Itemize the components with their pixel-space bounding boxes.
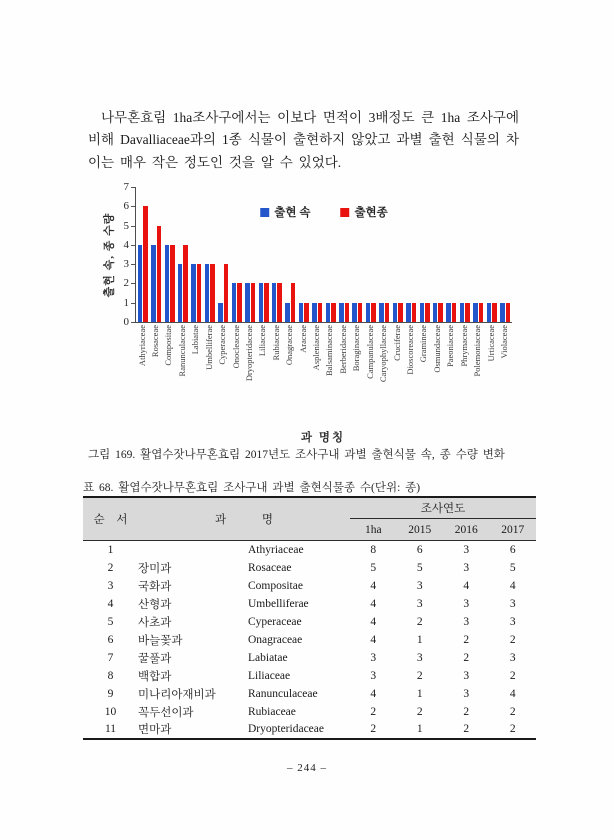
bar-group bbox=[217, 187, 230, 322]
cell-order: 3 bbox=[107, 579, 114, 592]
cell-count: 3 bbox=[416, 597, 423, 610]
cell-family-latin: Labiatae bbox=[248, 651, 288, 664]
legend-label: 출현 속 bbox=[274, 207, 311, 219]
x-tick-label-text: Berberidaceae bbox=[337, 325, 348, 374]
bar-group bbox=[230, 187, 243, 322]
cell-family-korean: 사초과 bbox=[138, 616, 172, 629]
bar-group bbox=[404, 187, 417, 322]
bar-group bbox=[297, 187, 310, 322]
bar-group bbox=[472, 187, 485, 322]
cell-family-korean: 산형과 bbox=[138, 598, 172, 611]
col-header-year-group: 조사연도 bbox=[350, 497, 536, 519]
table-row bbox=[83, 541, 536, 559]
species-count-table bbox=[83, 496, 536, 740]
table-row bbox=[83, 721, 536, 739]
x-tick-label bbox=[148, 325, 161, 425]
figure-caption: 그림 169. 활엽수잣나무혼효림 2017년도 조사구내 과별 출현식물 속, 종 수량 변화 bbox=[88, 449, 505, 461]
x-tick-label bbox=[363, 325, 376, 425]
x-tick-label bbox=[162, 325, 175, 425]
bar-group bbox=[136, 187, 149, 322]
x-tick-label bbox=[216, 325, 229, 425]
table-row bbox=[83, 577, 536, 595]
x-tick-label-text: Onagraceae bbox=[284, 325, 295, 366]
cell-family-latin: Athyriaceae bbox=[248, 543, 304, 556]
bar bbox=[446, 303, 451, 322]
cell-count: 2 bbox=[509, 705, 516, 718]
table-row bbox=[83, 631, 536, 649]
bar bbox=[197, 264, 202, 322]
bar bbox=[264, 283, 269, 322]
x-tick-label-text: Compositae bbox=[163, 325, 174, 366]
table-row bbox=[83, 613, 536, 631]
cell-order: 10 bbox=[104, 705, 117, 718]
cell-count: 4 bbox=[370, 597, 377, 610]
bar bbox=[183, 245, 188, 322]
bar bbox=[393, 303, 398, 322]
bar bbox=[165, 245, 170, 322]
y-tick-label: 6 bbox=[123, 200, 129, 213]
bar bbox=[205, 264, 210, 322]
x-tick-label-text: Athyriaceae bbox=[136, 325, 147, 367]
bar bbox=[304, 303, 309, 322]
bar bbox=[285, 303, 290, 322]
cell-family-korean: 꼭두선이과 bbox=[138, 706, 194, 719]
cell-family-korean: 면마과 bbox=[138, 724, 172, 736]
y-tick-label: 2 bbox=[123, 277, 129, 290]
x-tick-label-text: Umbelliferae bbox=[203, 325, 214, 370]
x-tick-label bbox=[296, 325, 309, 425]
x-tick-label-text: Gramineae bbox=[418, 325, 429, 363]
bar bbox=[138, 245, 143, 322]
bar-group bbox=[203, 187, 216, 322]
bar bbox=[345, 303, 350, 322]
x-tick-label-text: Phrymaceae bbox=[458, 325, 469, 367]
y-tick-label: 5 bbox=[123, 219, 129, 232]
bar bbox=[170, 245, 175, 322]
x-tick-label-text: Aspleniaceae bbox=[311, 325, 322, 371]
bar bbox=[272, 283, 277, 322]
cell-family-korean: 장미과 bbox=[138, 562, 172, 575]
bar bbox=[339, 303, 344, 322]
x-tick-label-text: Violaceae bbox=[498, 325, 509, 359]
cell-order: 2 bbox=[107, 561, 114, 574]
x-tick-label bbox=[175, 325, 188, 425]
bar bbox=[479, 303, 484, 322]
table-row bbox=[83, 649, 536, 667]
chart-plot bbox=[135, 187, 512, 323]
bar-group bbox=[257, 187, 270, 322]
bar-group bbox=[190, 187, 203, 322]
cell-count: 1 bbox=[416, 687, 423, 700]
bar bbox=[406, 303, 411, 322]
x-tick-label bbox=[471, 325, 484, 425]
cell-count: 4 bbox=[370, 579, 377, 592]
x-tick-label-text: Caryophyllaceae bbox=[378, 325, 389, 383]
bar bbox=[371, 303, 376, 322]
y-tick-label: 7 bbox=[123, 181, 129, 193]
bar bbox=[312, 303, 317, 322]
bar-group bbox=[378, 187, 391, 322]
cell-count: 3 bbox=[370, 651, 377, 664]
bar bbox=[500, 303, 505, 322]
x-tick-label bbox=[497, 325, 510, 425]
table-row bbox=[83, 559, 536, 577]
chart-x-axis-title: 과 명칭 bbox=[300, 432, 346, 444]
cell-count: 2 bbox=[463, 633, 470, 646]
x-tick-label-text: Ranunculaceae bbox=[176, 325, 187, 377]
cell-count: 6 bbox=[416, 543, 423, 556]
chart-x-tick-labels bbox=[135, 325, 511, 425]
bar-group bbox=[284, 187, 297, 322]
y-tick-label: 3 bbox=[123, 258, 129, 271]
x-tick-label-text: Onocleaceae bbox=[230, 325, 241, 369]
x-tick-label bbox=[135, 325, 148, 425]
cell-count: 2 bbox=[463, 705, 470, 718]
bar bbox=[277, 283, 282, 322]
cell-count: 6 bbox=[509, 543, 516, 556]
x-tick-label-text: Campanulaceae bbox=[364, 325, 375, 379]
col-header-family: 과 명 bbox=[214, 514, 274, 526]
cell-family-latin: Dryopteridaceae bbox=[248, 723, 324, 735]
cell-family-korean bbox=[138, 541, 248, 559]
bar-group bbox=[324, 187, 337, 322]
legend-label: 출현종 bbox=[354, 207, 388, 219]
bar-group bbox=[418, 187, 431, 322]
cell-order: 11 bbox=[104, 723, 117, 735]
bar-group bbox=[431, 187, 444, 322]
cell-count: 3 bbox=[463, 543, 470, 556]
bar bbox=[358, 303, 363, 322]
x-tick-label bbox=[229, 325, 242, 425]
table-row bbox=[83, 685, 536, 703]
x-tick-label bbox=[430, 325, 443, 425]
bar bbox=[143, 206, 148, 322]
cell-order: 6 bbox=[107, 633, 114, 646]
x-tick-label-text: Araceae bbox=[297, 325, 308, 353]
bar bbox=[438, 303, 443, 322]
x-tick-label-text: Labiatae bbox=[190, 325, 201, 355]
x-tick-label bbox=[403, 325, 416, 425]
cell-count: 2 bbox=[509, 633, 516, 646]
cell-count: 2 bbox=[416, 705, 423, 718]
y-tick-label: 4 bbox=[123, 238, 129, 251]
bar bbox=[157, 226, 162, 322]
table-row bbox=[83, 667, 536, 685]
table-row bbox=[83, 703, 536, 721]
bar-group bbox=[176, 187, 189, 322]
x-tick-label bbox=[256, 325, 269, 425]
bar-group bbox=[243, 187, 256, 322]
table-row bbox=[83, 595, 536, 613]
cell-family-latin: Umbelliferae bbox=[248, 597, 309, 610]
bar bbox=[237, 283, 242, 322]
x-tick-label bbox=[417, 325, 430, 425]
cell-family-korean: 백합과 bbox=[138, 670, 172, 683]
table-body bbox=[83, 541, 536, 739]
cell-count: 5 bbox=[416, 561, 423, 574]
cell-count: 3 bbox=[509, 651, 516, 664]
cell-family-latin: Onagraceae bbox=[248, 633, 303, 646]
cell-order: 7 bbox=[107, 651, 114, 664]
table-header bbox=[83, 497, 536, 541]
cell-count: 2 bbox=[509, 669, 516, 682]
x-tick-label-text: Paeoniaceae bbox=[445, 325, 456, 367]
cell-count: 5 bbox=[509, 561, 516, 574]
cell-count: 4 bbox=[370, 633, 377, 646]
table-title: 표 68. 활엽수잣나무혼효림 조사구내 과별 출현식물종 수(단위: 종) bbox=[83, 482, 421, 494]
bar bbox=[398, 303, 403, 322]
x-tick-label-text: Balsaminaceae bbox=[324, 325, 335, 376]
cell-count: 5 bbox=[370, 561, 377, 574]
cell-family-korean: 바늘꽃과 bbox=[138, 634, 183, 647]
body-paragraph: 나무혼효림 1ha조사구에서는 이보다 면적이 3배정도 큰 1ha 조사구에 비해 Davalliaceae과의 1종 식물이 출현하지 않았고 과별 출현 식물의 차이는 매우 작은 정도인 것을 알 수 있었다. bbox=[88, 109, 519, 170]
bar-group bbox=[149, 187, 162, 322]
x-tick-label bbox=[269, 325, 282, 425]
cell-count: 2 bbox=[463, 651, 470, 664]
cell-count: 1 bbox=[416, 723, 423, 735]
bar-group bbox=[485, 187, 498, 322]
bar bbox=[487, 303, 492, 322]
bar bbox=[218, 303, 223, 322]
x-tick-label-text: Cyperaceae bbox=[217, 325, 228, 365]
y-tick-label: 0 bbox=[123, 316, 129, 328]
x-tick-label-text: Dioscoreaceae bbox=[404, 325, 415, 375]
x-tick-label bbox=[444, 325, 457, 425]
cell-count: 1 bbox=[416, 633, 423, 646]
bar-group bbox=[351, 187, 364, 322]
x-tick-label bbox=[457, 325, 470, 425]
x-tick-label-text: Liliaceae bbox=[257, 325, 268, 357]
x-tick-label bbox=[390, 325, 403, 425]
cell-count: 2 bbox=[370, 723, 377, 735]
x-tick-label bbox=[377, 325, 390, 425]
x-tick-label-text: Rubiaceae bbox=[270, 325, 281, 361]
x-tick-label bbox=[484, 325, 497, 425]
cell-count: 4 bbox=[509, 579, 516, 592]
cell-family-latin: Liliaceae bbox=[248, 669, 291, 682]
chart-y-axis-label: 출현 속, 종 수량 bbox=[103, 212, 116, 298]
bar bbox=[460, 303, 465, 322]
bar-group bbox=[498, 187, 511, 322]
cell-count: 2 bbox=[416, 669, 423, 682]
bar-group bbox=[458, 187, 471, 322]
cell-count: 3 bbox=[463, 615, 470, 628]
bar-group bbox=[337, 187, 350, 322]
cell-order: 1 bbox=[107, 543, 114, 556]
bar bbox=[366, 303, 371, 322]
cell-count: 3 bbox=[509, 597, 516, 610]
bar bbox=[210, 264, 215, 322]
cell-count: 3 bbox=[370, 669, 377, 682]
x-tick-label bbox=[202, 325, 215, 425]
cell-order: 9 bbox=[107, 687, 114, 700]
bar bbox=[433, 303, 438, 322]
bar bbox=[385, 303, 390, 322]
x-tick-label-text: Dryopteridaceae bbox=[243, 325, 254, 382]
bar bbox=[425, 303, 430, 322]
col-header-year: 1ha bbox=[364, 523, 382, 536]
cell-order: 8 bbox=[107, 669, 114, 682]
cell-count: 3 bbox=[416, 651, 423, 664]
cell-count: 3 bbox=[416, 579, 423, 592]
bar bbox=[232, 283, 237, 322]
bar bbox=[299, 303, 304, 322]
x-tick-label-text: Rosaceae bbox=[149, 325, 160, 358]
cell-count: 4 bbox=[463, 579, 470, 592]
cell-family-korean: 미나리아재비과 bbox=[138, 688, 216, 701]
page-number: – 244 – bbox=[287, 762, 327, 774]
cell-count: 4 bbox=[370, 687, 377, 700]
chart-bars bbox=[136, 187, 512, 322]
bar-group bbox=[270, 187, 283, 322]
cell-family-latin: Cyperaceae bbox=[248, 615, 302, 628]
bar-group bbox=[310, 187, 323, 322]
x-tick-label bbox=[336, 325, 349, 425]
col-header-order: 순 서 bbox=[93, 514, 128, 526]
x-tick-label-text: Boraginaceae bbox=[351, 325, 362, 372]
bar bbox=[245, 283, 250, 322]
y-tick-label: 1 bbox=[123, 296, 129, 309]
bar-group bbox=[391, 187, 404, 322]
cell-count: 4 bbox=[370, 615, 377, 628]
bar bbox=[352, 303, 357, 322]
bar bbox=[318, 303, 323, 322]
col-header-year: 2016 bbox=[454, 523, 478, 536]
cell-count: 4 bbox=[509, 687, 516, 700]
bar-group bbox=[364, 187, 377, 322]
bar-chart bbox=[98, 181, 518, 444]
bar bbox=[151, 245, 156, 322]
cell-family-latin: Compositae bbox=[248, 579, 303, 592]
x-tick-label bbox=[283, 325, 296, 425]
cell-count: 2 bbox=[463, 723, 470, 735]
bar bbox=[465, 303, 470, 322]
bar bbox=[412, 303, 417, 322]
bar bbox=[506, 303, 511, 322]
col-header-year: 2015 bbox=[408, 523, 432, 536]
bar-group bbox=[445, 187, 458, 322]
bar bbox=[259, 283, 264, 322]
x-tick-label-text: Polemoniaceae bbox=[472, 325, 483, 377]
bar-group bbox=[163, 187, 176, 322]
cell-count: 2 bbox=[509, 723, 516, 735]
x-tick-label-text: Cruciferae bbox=[391, 325, 402, 361]
bar bbox=[492, 303, 497, 322]
cell-count: 3 bbox=[463, 669, 470, 682]
x-tick-label bbox=[350, 325, 363, 425]
x-tick-label bbox=[323, 325, 336, 425]
bar bbox=[178, 264, 183, 322]
col-header-year: 2017 bbox=[501, 523, 525, 536]
cell-count: 2 bbox=[416, 615, 423, 628]
cell-count: 3 bbox=[509, 615, 516, 628]
bar bbox=[331, 303, 336, 322]
cell-count: 3 bbox=[463, 687, 470, 700]
cell-count: 3 bbox=[463, 597, 470, 610]
x-tick-label bbox=[309, 325, 322, 425]
x-tick-label bbox=[242, 325, 255, 425]
bar bbox=[473, 303, 478, 322]
cell-count: 2 bbox=[370, 705, 377, 718]
x-tick-label-text: Osmundaceae bbox=[431, 325, 442, 373]
cell-order: 4 bbox=[107, 597, 114, 610]
bar bbox=[326, 303, 331, 322]
cell-family-latin: Rubiaceae bbox=[248, 705, 296, 718]
x-tick-label bbox=[189, 325, 202, 425]
cell-family-korean: 꿀풀과 bbox=[138, 652, 172, 665]
cell-count: 8 bbox=[370, 543, 377, 556]
cell-count: 3 bbox=[463, 561, 470, 574]
bar bbox=[251, 283, 256, 322]
bar bbox=[291, 283, 296, 322]
bar bbox=[452, 303, 457, 322]
cell-family-latin: Ranunculaceae bbox=[248, 687, 318, 700]
bar bbox=[224, 264, 229, 322]
cell-order: 5 bbox=[107, 615, 114, 628]
cell-family-latin: Rosaceae bbox=[248, 561, 292, 574]
bar bbox=[379, 303, 384, 322]
x-tick-label-text: Urticaceae bbox=[485, 325, 496, 362]
bar bbox=[191, 264, 196, 322]
cell-family-korean: 국화과 bbox=[138, 580, 172, 593]
bar bbox=[420, 303, 425, 322]
